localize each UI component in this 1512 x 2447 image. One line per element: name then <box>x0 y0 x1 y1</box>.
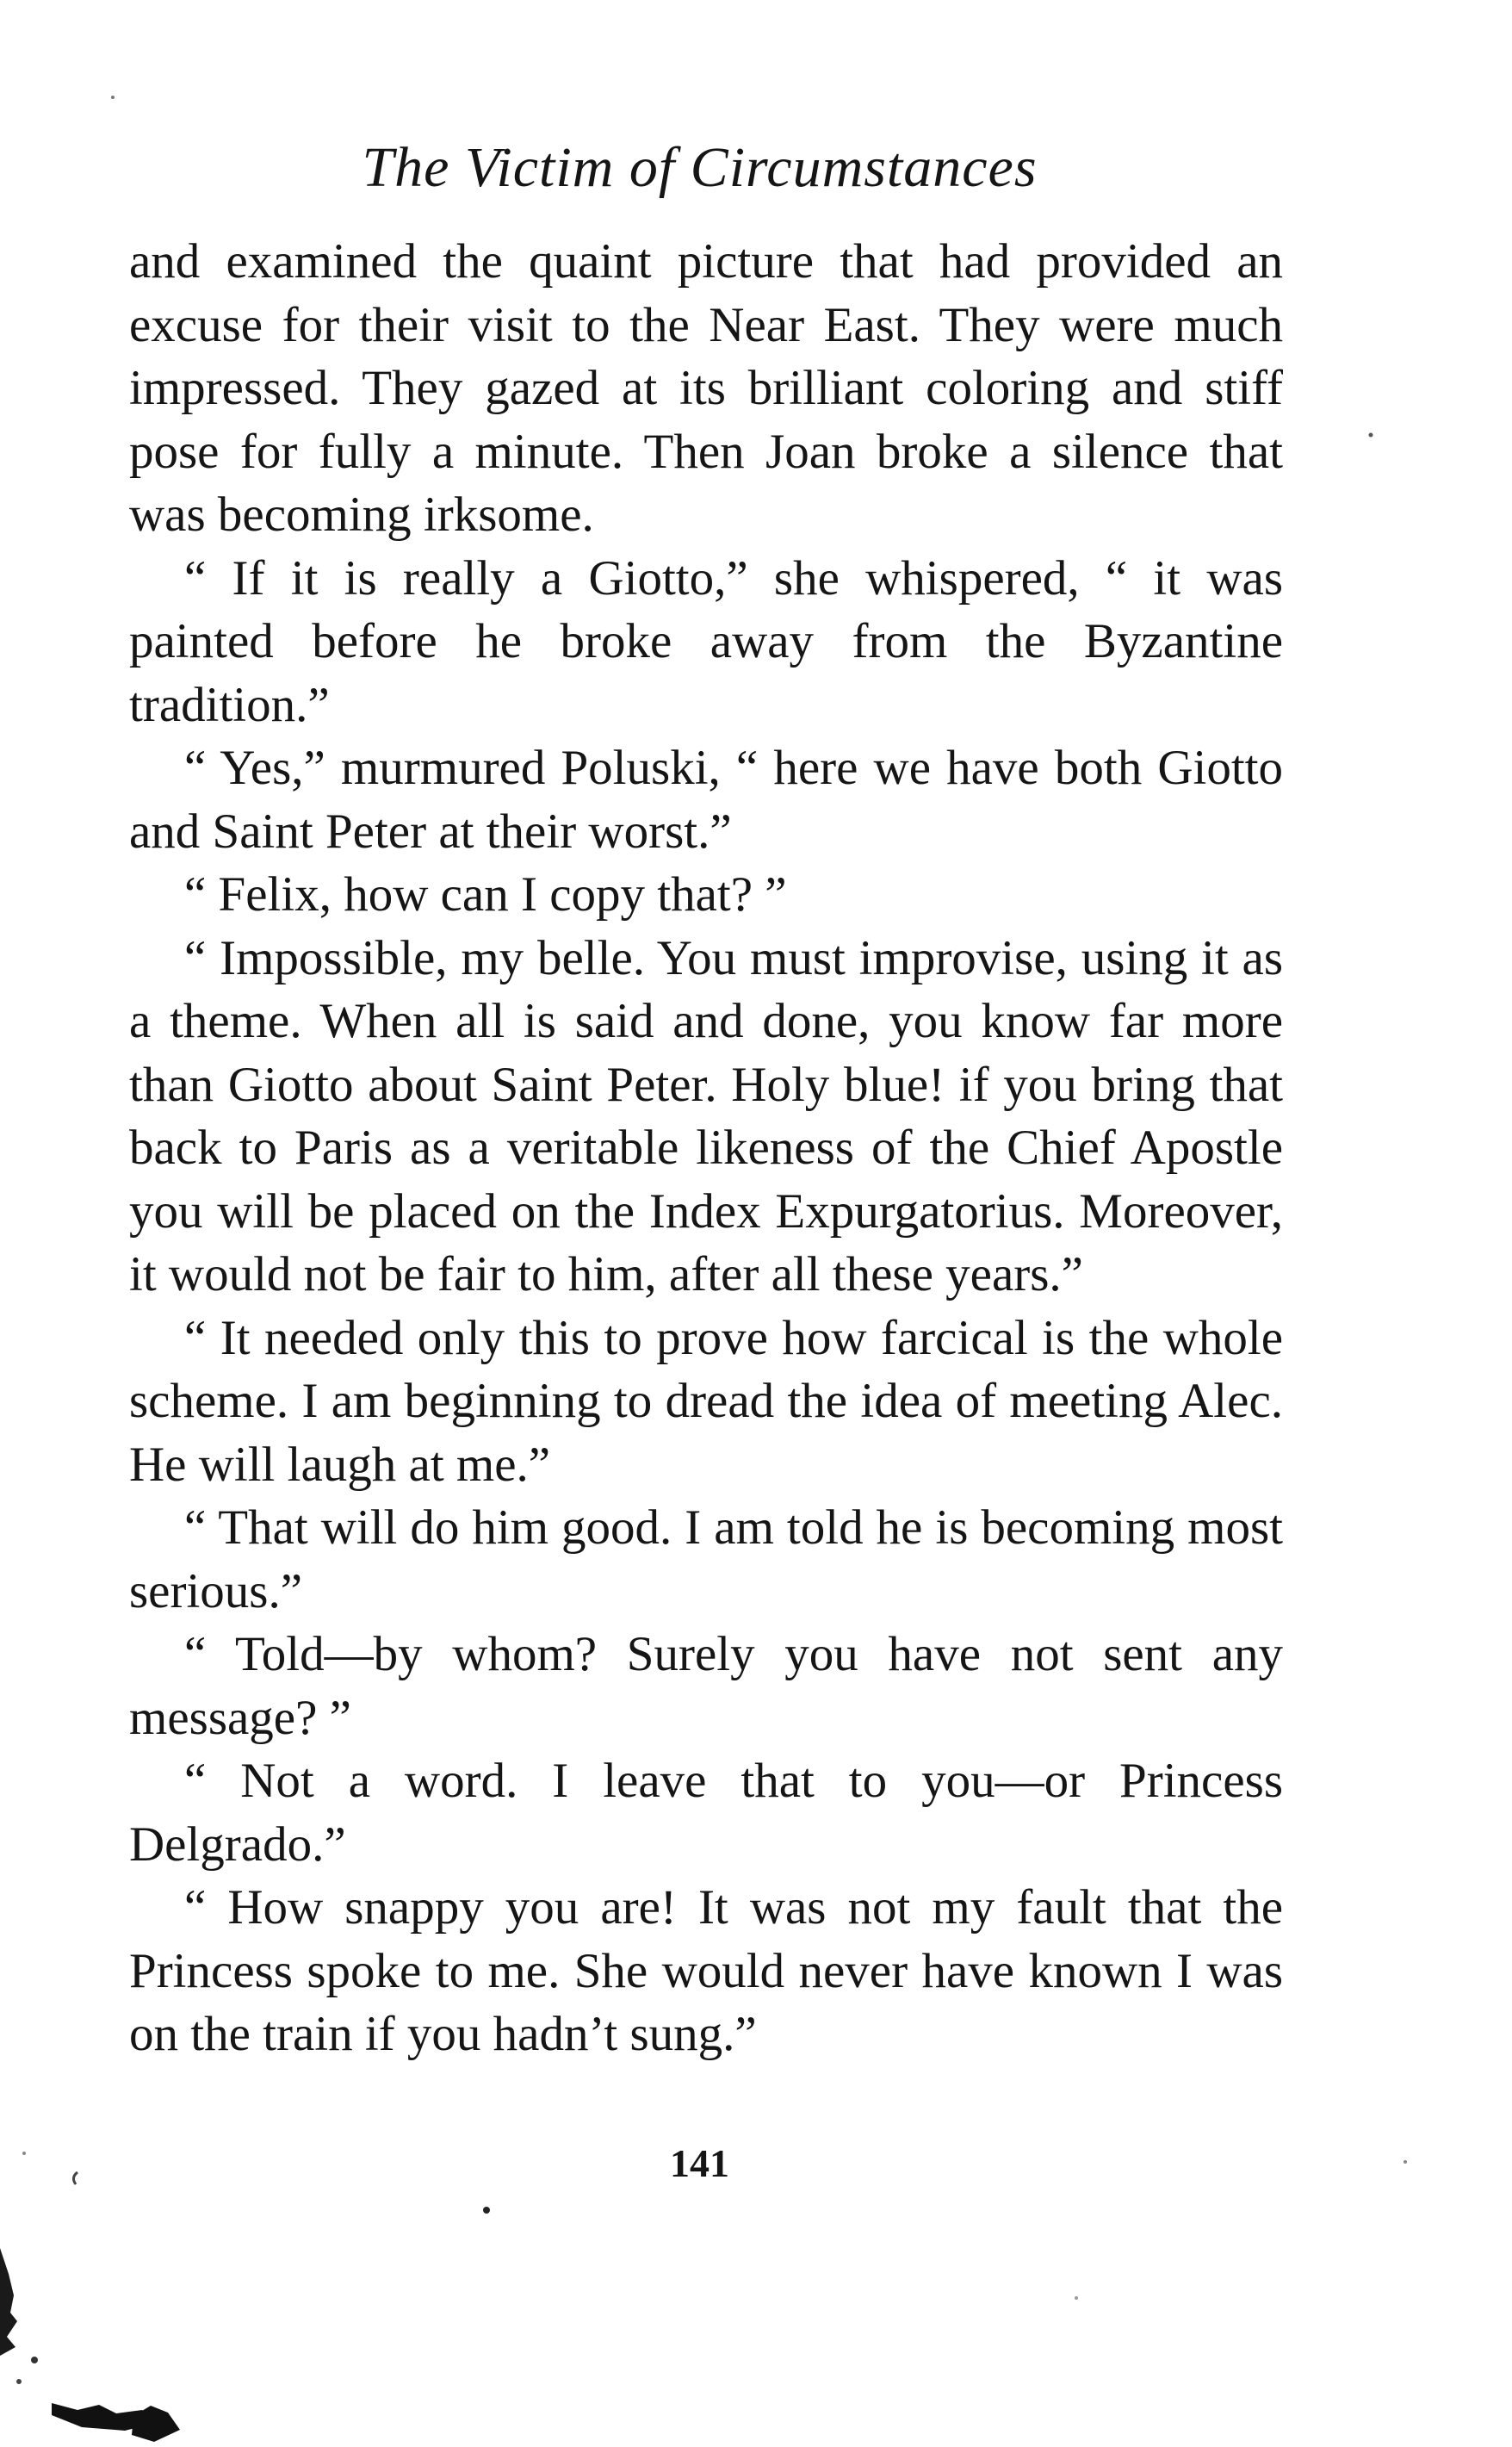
ink-speck <box>132 2406 180 2442</box>
paragraph: “ If it is really a Giotto,” she whispered, “ it was painted before he broke away from the Byzantine tradition.” <box>129 550 1283 732</box>
body-text <box>129 230 1283 2066</box>
ink-speck <box>31 2357 38 2363</box>
ink-speck <box>483 2207 490 2214</box>
paragraph: “ That will do him good. I am told he is becoming most serious.” <box>129 1500 1283 1618</box>
paragraph: “ Yes,” murmured Poluski, “ here we have both Giotto and Saint Peter at their worst.” <box>129 741 1283 859</box>
paragraph: “ How snappy you are! It was not my fault that the Princess spoke to me. She would never have known I was on the train if you hadn’t sung.” <box>129 1880 1283 2061</box>
page-number: 141 <box>670 2141 729 2185</box>
ink-speck <box>1404 2160 1407 2164</box>
paragraph: “ Told—by whom? Surely you have not sent any message? ” <box>129 1627 1283 1745</box>
ink-speck <box>16 2379 22 2384</box>
ink-speck <box>1075 2296 1078 2300</box>
paragraph: “ Felix, how can I copy that? ” <box>184 867 787 922</box>
paragraph-continued: and examined the quaint picture that had provided an excuse for their visit to the Near East. They were much impressed. They gazed at its brilliant coloring and stiff pose for fully a minute. Then Joan broke a silence that was becoming irksome. <box>129 234 1283 542</box>
ink-speck <box>111 96 115 99</box>
paragraph: “ Not a word. I leave that to you—or Princess Delgrado.” <box>129 1754 1283 1872</box>
ink-speck <box>1369 433 1373 438</box>
running-head-title: The Victim of Circumstances <box>362 136 1038 199</box>
ink-speck <box>52 2403 159 2431</box>
paragraph: “ Impossible, my belle. You must improvise, using it as a theme. When all is said and done, you know far more than Giotto about Saint Peter. Holy blue! if you bring that back to Paris as a veritable likeness of the Chief Apostle you will be placed on the Index Expurgatorius. Moreover, it would not be fair to him, after all these years.” <box>129 930 1283 1301</box>
paragraph: “ It needed only this to prove how farcical is the whole scheme. I am beginning to dread the idea of meeting Alec. He will laugh at me.” <box>129 1310 1283 1492</box>
ink-speck <box>0 2248 17 2356</box>
